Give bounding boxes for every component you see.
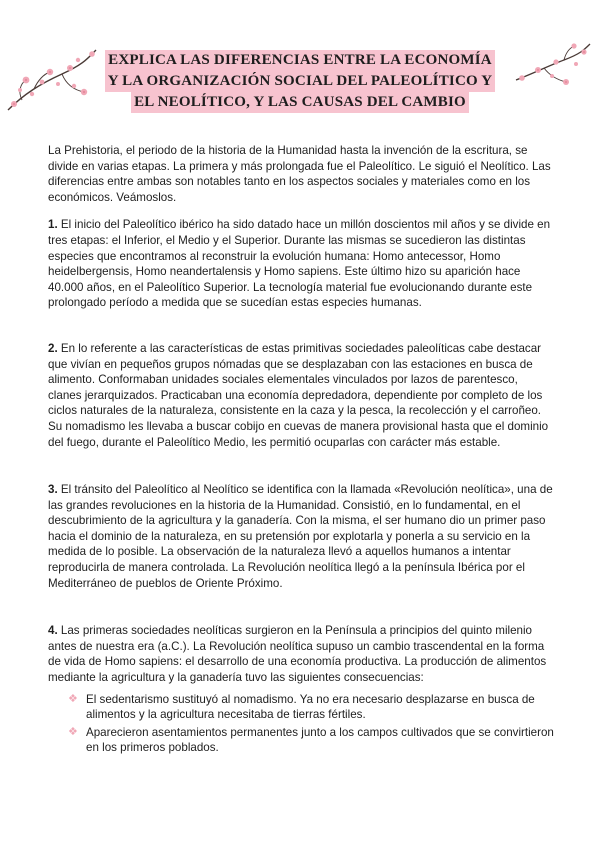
intro-paragraph: La Prehistoria, el periodo de la historia de la Humanidad hasta la invención de la escritura, se divide en varias etapas. La primera y más prolongada fue el Paleolítico. Le siguió el Neolítico. Las diferencias entre ambas son notables tanto en los aspectos sociales y materiales como en los económicos. Veámoslos. — [48, 144, 551, 204]
section-number: 3. — [48, 483, 58, 497]
title-line: EL NEOLÍTICO, Y LAS CAUSAS DEL CAMBIO — [131, 92, 469, 113]
document-body — [48, 143, 554, 758]
section-paragraph — [48, 623, 554, 685]
section-text: Las primeras sociedades neolíticas surgieron en la Península a principios del quinto milenio antes de nuestra era (a.C.). La Revolución neolítica supuso un cambio trascendental en la forma de vida de Homo sapiens: el desarrollo de una economía productiva. La producción de alimentos mediante la agricultura y la ganadería tuvo las siguientes consecuencias: — [48, 624, 547, 685]
list-item — [68, 692, 554, 723]
title-line: EXPLICA LAS DIFERENCIAS ENTRE LA ECONOMÍA — [105, 50, 495, 71]
diamond-bullet-icon: ❖ — [68, 692, 78, 705]
section-paragraph — [48, 341, 554, 450]
section-text: El inicio del Paleolítico ibérico ha sido datado hace un millón doscientos mil años y se divide en tres etapas: el Inferior, el Medio y el Superior. Durante las mismas se sucedieron las distintas especies que encontramos al reconstruir la evolución humana: Homo antecessor, Homo heidelbergensis, Homo neandertalensis y Homo sapiens. Este último hizo su aparición hace 40.000 años, en el Paleolítico Superior. La tecnología material fue evolucionando durante este prolongado período a medida que se sucedían estas especies humanas. — [48, 218, 551, 310]
section-number: 1. — [48, 218, 58, 232]
list-item-text: Aparecieron asentamientos permanentes junto a los campos cultivados que se convirtieron en los primeros poblados. — [86, 725, 554, 755]
section-paragraph — [48, 217, 554, 311]
diamond-bullet-icon: ❖ — [68, 725, 78, 738]
list-item-text: El sedentarismo sustituyó al nomadismo. Ya no era necesario desplazarse en busca de alimentos y la agricultura necesitaba de tierras fértiles. — [86, 692, 535, 722]
list-item — [68, 725, 554, 756]
section-paragraph — [48, 482, 554, 591]
section-text: En lo referente a las características de estas primitivas sociedades paleolíticas cabe destacar que vivían en pequeños grupos nómadas que se desplazaban con las estaciones en busca de alimento. Conformaban unidades sociales elementales vinculados por lazos de parentesco, clanes jerarquizados. Practicaban una economía depredadora, dependiente por completo de los ciclos naturales de la naturaleza, consistente en la caza y la pesca, la recolección y el carroñeo. Su nomadismo les llevaba a buscar cobijo en cuevas de manera provisional hasta que el dominio del fuego, durante el Paleolítico Medio, les permitió ocuparlas con carácter más estable. — [48, 341, 549, 449]
consequences-list — [68, 692, 554, 756]
title-line: Y LA ORGANIZACIÓN SOCIAL DEL PALEOLÍTICO Y — [105, 71, 496, 92]
section-number: 2. — [48, 341, 58, 355]
page-title — [0, 50, 600, 113]
section-number: 4. — [48, 624, 58, 638]
section-text: El tránsito del Paleolítico al Neolítico se identifica con la llamada «Revolución neolítica», una de las grandes revoluciones en la historia de la Humanidad. Consistió, en lo fundamental, en el descubrimiento de la agricultura y la ganadería. Con la misma, el ser humano dio un primer paso hacia el dominio de la naturaleza, en su pretensión por explotarla y ponerla a su servicio en la medida de lo posible. La observación de la naturaleza llevó a aquellos humanos a intentar reproducirla de manera controlada. La Revolución neolítica llegó a la península Ibérica por el Mediterráneo de pueblos de Oriente Próximo. — [48, 483, 553, 590]
